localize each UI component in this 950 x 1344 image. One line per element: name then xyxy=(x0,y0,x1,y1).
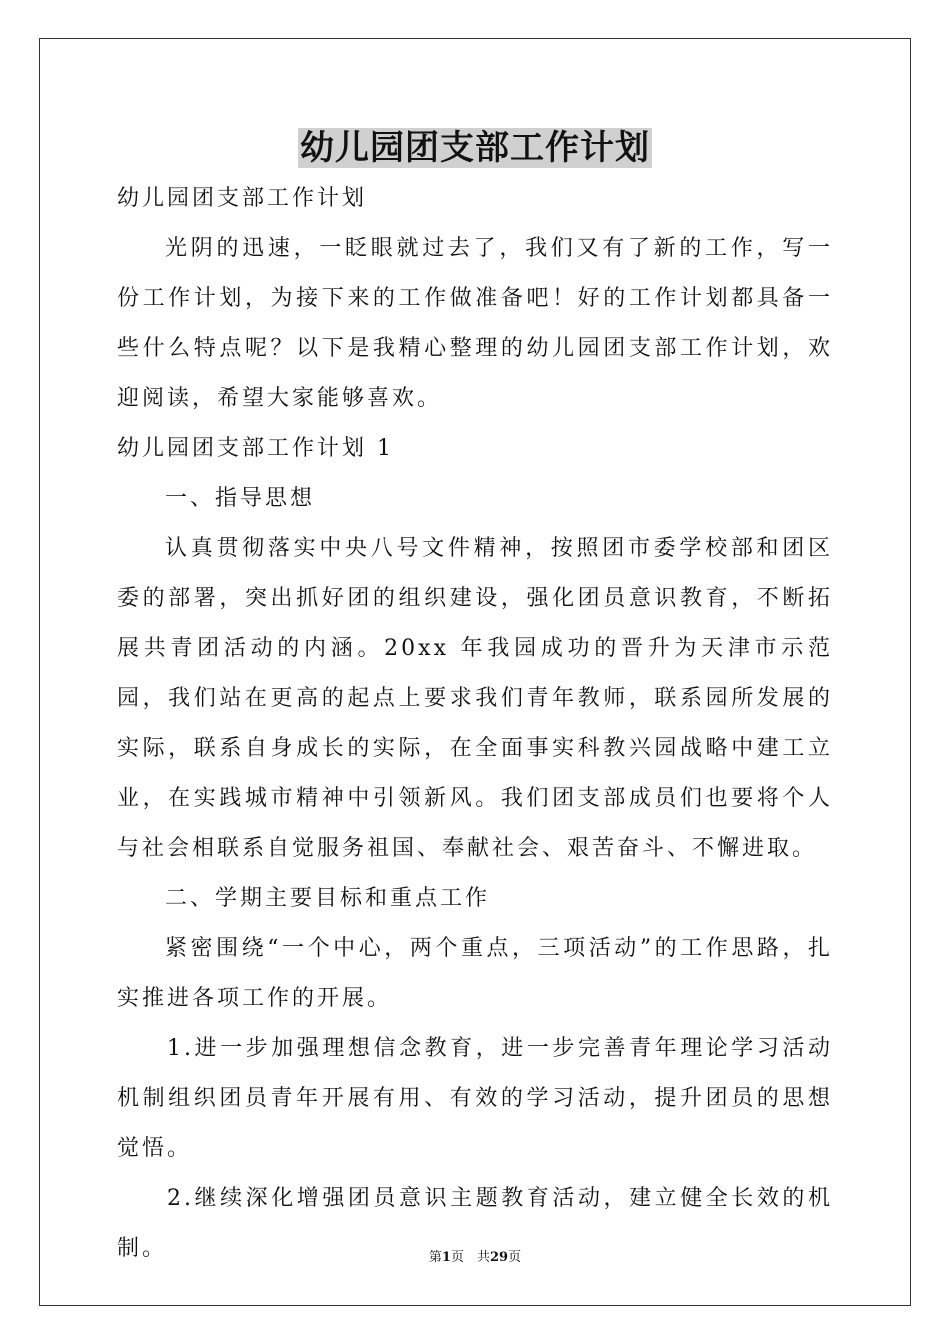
footer-current-page: 1 xyxy=(441,1250,451,1265)
footer-prefix: 第 xyxy=(428,1250,442,1265)
footer-suffix: 页 xyxy=(508,1250,522,1265)
section-heading-guiding-thought: 一、指导思想 xyxy=(165,486,316,511)
footer-middle: 页 共 xyxy=(450,1250,490,1265)
list-item-1: 1.进一步加强理想信念教育，进一步完善青年理论学习活动机制组织团员青年开展有用、有效的学习活动，提升团员的思想觉悟。 xyxy=(117,1036,833,1161)
paragraph-intro: 光阴的迅速，一眨眼就过去了，我们又有了新的工作，写一份工作计划，为接下来的工作做准备吧！好的工作计划都具备一些什么特点呢？以下是我精心整理的幼儿园团支部工作计划，欢迎阅读，希望大家能够喜欢。 xyxy=(117,236,833,411)
section-heading-goals: 二、学期主要目标和重点工作 xyxy=(165,886,491,911)
document-title-text: 幼儿园团支部工作计划 xyxy=(300,128,650,168)
page-footer xyxy=(0,1246,950,1265)
paragraph-goals: 紧密围绕“一个中心，两个重点，三项活动”的工作思路，扎实推进各项工作的开展。 xyxy=(117,936,833,1011)
paragraph-subtitle: 幼儿园团支部工作计划 xyxy=(117,186,368,211)
section-heading-plan-1: 幼儿园团支部工作计划 1 xyxy=(117,436,394,461)
list-item-2: 2.继续深化增强团员意识主题教育活动，建立健全长效的机制。 xyxy=(117,1186,833,1261)
footer-total-pages: 29 xyxy=(489,1250,509,1265)
paragraph-guiding-thought: 认真贯彻落实中央八号文件精神，按照团市委学校部和团区委的部署，突出抓好团的组织建设，强化团员意识教育，不断拓展共青团活动的内涵。20xx 年我园成功的晋升为天津市示范园，我们站在更高的起点上要求我们青年教师，联系园所发展的实际，联系自身成长的实际，在全面事实科教兴园战略中建工立业，在实践城市精神中引领新风。我们团支部成员们也要将个人与社会相联系自觉服务祖国、奉献社会、艰苦奋斗、不懈进取。 xyxy=(117,536,833,861)
document-title xyxy=(0,124,950,172)
document-body xyxy=(117,174,833,1274)
